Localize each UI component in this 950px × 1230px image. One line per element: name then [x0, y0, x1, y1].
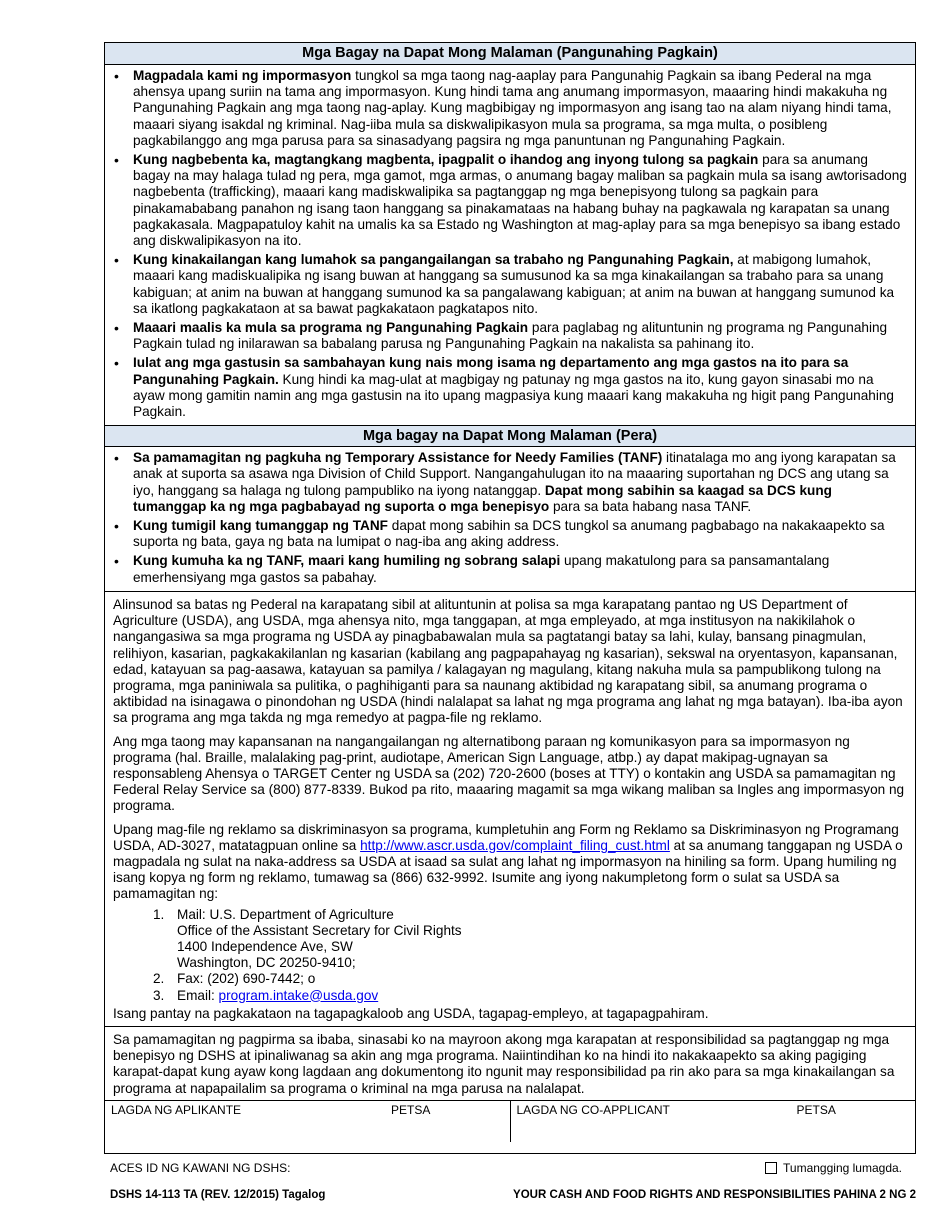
form-id: DSHS 14-113 TA (REV. 12/2015) Tagalog	[110, 1189, 326, 1201]
coapplicant-signature-label: LAGDA NG CO-APPLICANT	[516, 1102, 670, 1117]
list-item: • Sa pamamagitan ng pagkuha ng Temporary Assistance for Needy Families (TANF) itinatalaga mo ang iyong karapatan sa anak at suporta sa asawa nga Division of Child Support. Nangangahulugan ito na maaaring suportahan ng DCS ang utang sa iyo, hanggang sa halaga ng tulong pampubliko na iyong natanggap. Dapat mong sabihin sa kaagad sa DCS kung tumanggap ka ng mga pagbabayad ng suporta o mga benepisyo para sa bata habang nasa TANF.	[133, 450, 907, 515]
form-footer	[110, 1187, 916, 1203]
applicant-date-label: PETSA	[391, 1102, 431, 1117]
contact-methods-list	[113, 907, 907, 1004]
staff-id-row	[110, 1160, 916, 1176]
form-title: YOUR CASH AND FOOD RIGHTS AND RESPONSIBILITIES PAHINA 2 NG 2	[513, 1189, 916, 1201]
contact-mail: 1. Mail: U.S. Department of Agriculture Office of the Assistant Secretary for Civil Rights 1400 Independence Ave, SW Washington, DC 20250-9410;	[153, 906, 462, 971]
signature-statement: Sa pamamagitan ng pagpirma sa ibaba, sinasabi ko na mayroon akong mga karapatan at responsibilidad sa pagtanggap ng mga benepisyo ng DSHS at ipinaliwanag sa akin ang mga programa. Naiintindihan ko na hindi ito nakakaapekto sa aking pagiging karapat-dapat kung ayaw kong lagdaan ang dokumentong ito ngunit may responsibilidad pa rin ako para sa mga kinakailangan sa programa at napapailalim sa programa o kriminal na mga parusa na nalalapat.	[105, 1026, 915, 1100]
contact-email: 3. Email: program.intake@usda.gov	[153, 987, 379, 1003]
food-rules-list	[105, 65, 915, 425]
cash-rules-list	[105, 447, 915, 591]
applicant-signature-label: LAGDA NG APLIKANTE	[111, 1102, 242, 1117]
refused-checkbox[interactable]	[765, 1162, 777, 1174]
refused-label: Tumangging lumagda.	[783, 1161, 902, 1175]
contact-fax: 2. Fax: (202) 690-7442; o	[153, 971, 316, 987]
list-item: • Maaari maalis ka mula sa programa ng Pangunahing Pagkain para paglabag ng alituntunin ng programa ng Pangunahing Pagkain tulad ng inilarawan sa babalang parusa ng Pangunahing Pagkain na nakalista sa pahinang ito.	[133, 320, 907, 352]
nondiscrimination-statement	[105, 591, 915, 1026]
refused-to-sign	[765, 1160, 902, 1176]
coapplicant-signature-field[interactable]	[511, 1101, 916, 1142]
list-item: • Magpadala kami ng impormasyon tungkol sa mga taong nag-aaplay para Pangunahig Pagkain sa ibang Pederal na mga ahensya upang suriin na tama ang impormasyon. Kung hindi tama ang anumang impormasyon, maaaring hindi makakuha ng Pangunahing Pagkain ang mga taong nag-aplay. Kung magbibigay ng impormasyon ang isang tao na alam niyang hindi tama, maaari siyang isakdal ng kriminal. Nag-iiba mula sa diskwalipikasyon mula sa programa, sa mga multa, o posibleng pagkabilanggo ang mga parusa para sa sinasadyang pagsira ng mga panuntunan ng Pangunahing Pagkain.	[133, 68, 907, 149]
section-heading-food: Mga Bagay na Dapat Mong Malaman (Pangunahing Pagkain)	[105, 43, 915, 65]
signature-row	[105, 1100, 915, 1142]
form-body	[104, 42, 916, 1154]
coapplicant-date-label: PETSA	[796, 1102, 836, 1117]
complaint-form-link[interactable]: http://www.ascr.usda.gov/complaint_filing_cust.html	[360, 837, 670, 853]
nondiscrimination-para-1: Alinsunod sa batas ng Pederal na karapatang sibil at alituntunin at polisa sa mga karapatang pantao ng US Department of Agriculture (USDA), ang USDA, mga ahensya nito, mga tanggapan, at mga empleyado, at mga institusyon na nakikilahok o nangangasiwa sa mga programa ng USDA ay pinagbabawalan mula sa pagtatangi batay sa lahi, kulay, bansang pinagmulan, relihiyon, kasarian, pagkakakilanlan ng kasarian (kabilang ang pagpapahayag ng kasarian), sekswal na oryentasyon, kapansanan, edad, katayuan sa pag-aasawa, katayuan sa pamilya / kalagayan ng magulang, kitang nakuha mula sa pampublikong tulong na programa, mga paniniwala sa pulitika, o paghihiganti para sa naunang aktibidad ng karapatang sibil, sa anumang programa o aktibidad na isinagawa o pinondohan ng USDA (hindi nalalapat sa lahat ng mga programa ang lahat ng mga batayan). Iba-iba ayon sa programa ang mga takda ng mga remedyo at pagpa-file ng reklamo.	[113, 596, 903, 726]
section-heading-cash: Mga bagay na Dapat Mong Malaman (Pera)	[105, 425, 915, 447]
equal-opportunity-statement: Isang pantay na pagkakataon na tagapagkaloob ang USDA, tagapag-empleyo, at tagapagpahiram.	[113, 1005, 709, 1021]
nondiscrimination-para-3: Upang mag-file ng reklamo sa diskriminasyon sa programa, kumpletuhin ang Form ng Reklamo sa Diskriminasyon ng Programang USDA, AD-3027, matatagpuan online sa http://www.ascr.usda.gov/complaint_filing_cust.html at sa anumang tanggapan ng USDA o magpadala ng sulat na naka-address sa USDA at isaad sa sulat ang lahat ng impormasyon na hiniling sa form. Upang humiling ng isang kopya ng form ng reklamo, tumawag sa (866) 632-9992. Isumite ang iyong nakumpletong form o sulat sa USDA sa pamamagitan ng:	[113, 821, 903, 902]
list-item: • Kung kumuha ka ng TANF, maari kang humiling ng sobrang salapi upang makatulong para sa pansamantalang emerhensiyang mga gastos sa pabahay.	[133, 553, 907, 585]
list-item: • Kung tumigil kang tumanggap ng TANF dapat mong sabihin sa DCS tungkol sa anumang pagbabago na nakakaapekto sa suporta ng bata, gaya ng bata na lumipat o nag-iba ang aking address.	[133, 518, 907, 550]
list-item: • Kung kinakailangan kang lumahok sa pangangailangan sa trabaho ng Pangunahing Pagkain, at mabigong lumahok, maaari kang madiskualipika ng isang buwan at hanggang sa sumusunod ka sa mga kinakailangan sa trabaho para sa unang kabiguan; at anim na buwan at hanggang sumunod ka sa pangalawang kabiguan; at anim na buwan at hanggang sumunod ka sa ikatlong pagkakataon at sa bawat pagkakataon pagkatapos nito.	[133, 252, 907, 317]
aces-id-label: ACES ID NG KAWANI NG DSHS:	[110, 1161, 291, 1175]
applicant-signature-field[interactable]	[105, 1101, 511, 1142]
list-item: • Kung nagbebenta ka, magtangkang magbenta, ipagpalit o ihandog ang inyong tulong sa pagkain para sa anumang bagay na may halaga tulad ng pera, mga gamot, mga armas, o anumang bagay maliban sa pagkain mula sa isang awtorisadong nagbebenta (trafficking), maaari kang madiskwalipika sa pagtanggap ng mga benepisyong tulong sa pagkain para pinakamababang panahon ng isang taon hanggang sa pinakamataas na habang buhay na pagkawala ng karapatan sa unang pagkakasala. Magpapatuloy kahit na umalis ka sa Estado ng Washington at mag-aplay para sa mga benepisyo sa ibang estado ang diskwalipikasyon na ito.	[133, 152, 907, 249]
email-link[interactable]: program.intake@usda.gov	[218, 987, 379, 1003]
list-item: • Iulat ang mga gastusin sa sambahayan kung nais mong isama ng departamento ang mga gastos na ito para sa Pangunahing Pagkain. Kung hindi ka mag-ulat at magbigay ng patunay ng mga gastos na ito, kung gayon sinasabi mo na ayaw mong gamitin namin ang mga gastusin na ito upang magpasiya kung maaari kang makakuha ng higit pang Pangunahing Pagkain.	[133, 355, 907, 420]
nondiscrimination-para-2: Ang mga taong may kapansanan na nangangailangan ng alternatibong paraan ng komunikasyon para sa impormasyon ng programa (hal. Braille, malalaking pag-print, audiotape, American Sign Language, atbp.) ay dapat makipag-ugnayan sa responsableng Ahensya o TARGET Center ng USDA sa (202) 720-2600 (boses at TTY) o kontakin ang USDA sa pamamagitan ng Federal Relay Service sa (800) 877-8339. Bukod pa rito, maaaring magamit sa mga wikang maliban sa Ingles ang impormasyon ng programa.	[113, 733, 905, 814]
